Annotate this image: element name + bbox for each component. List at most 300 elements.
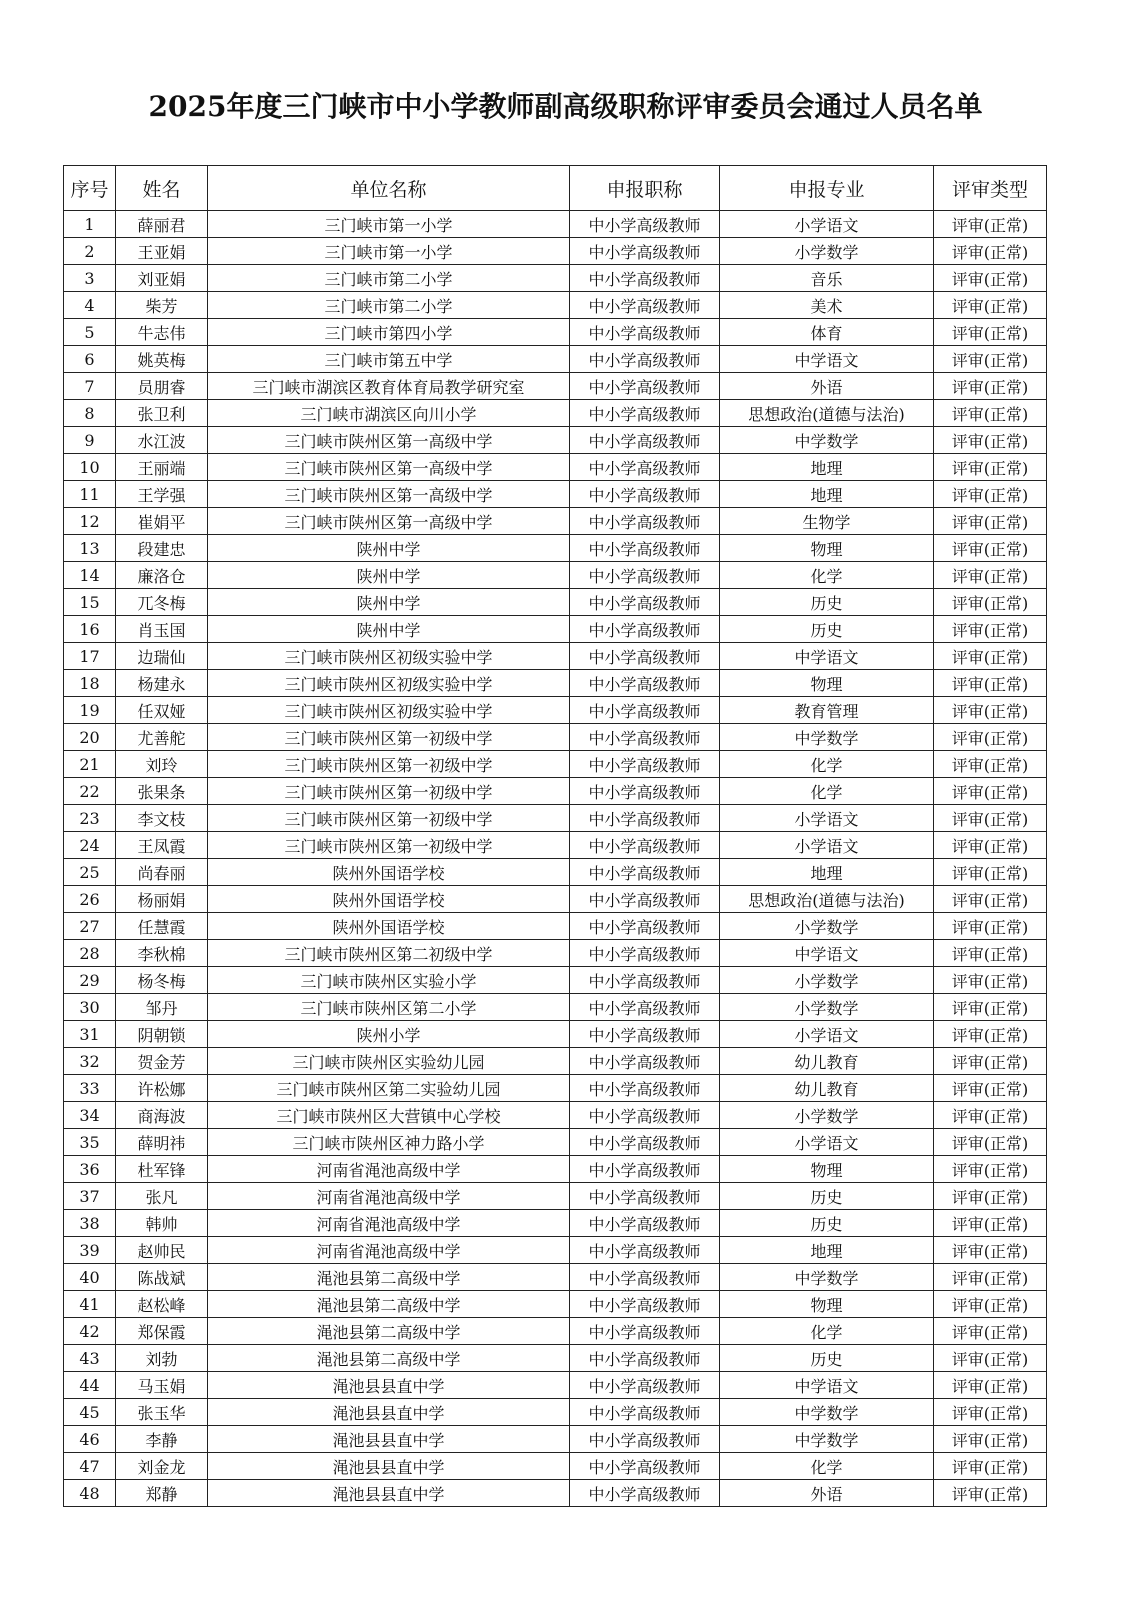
cell-title: 中小学高级教师 (570, 967, 720, 994)
table-row (64, 400, 1047, 427)
cell-type: 评审(正常) (934, 265, 1047, 292)
cell-seq: 13 (64, 535, 116, 562)
cell-type: 评审(正常) (934, 211, 1047, 238)
cell-major: 化学 (720, 751, 934, 778)
cell-seq: 39 (64, 1237, 116, 1264)
cell-seq: 31 (64, 1021, 116, 1048)
cell-name: 李秋棉 (116, 940, 208, 967)
cell-seq: 35 (64, 1129, 116, 1156)
cell-name: 杨丽娟 (116, 886, 208, 913)
table-row (64, 1264, 1047, 1291)
cell-major: 中学数学 (720, 427, 934, 454)
cell-type: 评审(正常) (934, 589, 1047, 616)
cell-major: 历史 (720, 1345, 934, 1372)
cell-major: 小学语文 (720, 211, 934, 238)
cell-major: 中学数学 (720, 724, 934, 751)
cell-type: 评审(正常) (934, 562, 1047, 589)
cell-title: 中小学高级教师 (570, 778, 720, 805)
table-row (64, 292, 1047, 319)
cell-seq: 11 (64, 481, 116, 508)
cell-seq: 41 (64, 1291, 116, 1318)
cell-name: 段建忠 (116, 535, 208, 562)
cell-major: 外语 (720, 1480, 934, 1507)
cell-title: 中小学高级教师 (570, 994, 720, 1021)
cell-name: 兀冬梅 (116, 589, 208, 616)
cell-unit: 三门峡市陕州区第二实验幼儿园 (208, 1075, 570, 1102)
cell-unit: 渑池县县直中学 (208, 1372, 570, 1399)
cell-type: 评审(正常) (934, 805, 1047, 832)
cell-name: 姚英梅 (116, 346, 208, 373)
table-row (64, 832, 1047, 859)
cell-unit: 三门峡市陕州区第一初级中学 (208, 778, 570, 805)
cell-unit: 三门峡市陕州区第二初级中学 (208, 940, 570, 967)
cell-unit: 三门峡市陕州区第二小学 (208, 994, 570, 1021)
cell-title: 中小学高级教师 (570, 1210, 720, 1237)
cell-seq: 43 (64, 1345, 116, 1372)
cell-seq: 20 (64, 724, 116, 751)
cell-unit: 三门峡市陕州区第一初级中学 (208, 724, 570, 751)
cell-title: 中小学高级教师 (570, 346, 720, 373)
cell-seq: 25 (64, 859, 116, 886)
cell-seq: 2 (64, 238, 116, 265)
table-row (64, 643, 1047, 670)
cell-unit: 渑池县县直中学 (208, 1480, 570, 1507)
cell-type: 评审(正常) (934, 535, 1047, 562)
cell-name: 张卫利 (116, 400, 208, 427)
cell-title: 中小学高级教师 (570, 1183, 720, 1210)
cell-name: 韩帅 (116, 1210, 208, 1237)
cell-seq: 7 (64, 373, 116, 400)
cell-title: 中小学高级教师 (570, 832, 720, 859)
table-row (64, 562, 1047, 589)
cell-unit: 陕州中学 (208, 535, 570, 562)
cell-name: 廉洛仓 (116, 562, 208, 589)
table-row (64, 238, 1047, 265)
cell-seq: 4 (64, 292, 116, 319)
cell-major: 小学语文 (720, 832, 934, 859)
cell-major: 地理 (720, 1237, 934, 1264)
cell-name: 刘金龙 (116, 1453, 208, 1480)
cell-title: 中小学高级教师 (570, 1129, 720, 1156)
cell-type: 评审(正常) (934, 1453, 1047, 1480)
cell-seq: 27 (64, 913, 116, 940)
cell-type: 评审(正常) (934, 886, 1047, 913)
cell-title: 中小学高级教师 (570, 508, 720, 535)
cell-title: 中小学高级教师 (570, 1237, 720, 1264)
cell-title: 中小学高级教师 (570, 1345, 720, 1372)
cell-major: 小学语文 (720, 1129, 934, 1156)
cell-type: 评审(正常) (934, 373, 1047, 400)
cell-name: 张果条 (116, 778, 208, 805)
cell-seq: 24 (64, 832, 116, 859)
table-row (64, 1399, 1047, 1426)
cell-major: 小学数学 (720, 994, 934, 1021)
cell-name: 杜军锋 (116, 1156, 208, 1183)
cell-title: 中小学高级教师 (570, 1291, 720, 1318)
cell-name: 商海波 (116, 1102, 208, 1129)
cell-major: 小学数学 (720, 913, 934, 940)
cell-name: 薛丽君 (116, 211, 208, 238)
cell-seq: 38 (64, 1210, 116, 1237)
cell-unit: 陕州中学 (208, 562, 570, 589)
cell-major: 幼儿教育 (720, 1048, 934, 1075)
cell-title: 中小学高级教师 (570, 1453, 720, 1480)
cell-seq: 40 (64, 1264, 116, 1291)
cell-name: 员朋睿 (116, 373, 208, 400)
cell-type: 评审(正常) (934, 508, 1047, 535)
table-row (64, 1102, 1047, 1129)
cell-title: 中小学高级教师 (570, 1102, 720, 1129)
cell-seq: 45 (64, 1399, 116, 1426)
cell-unit: 河南省渑池高级中学 (208, 1237, 570, 1264)
cell-title: 中小学高级教师 (570, 751, 720, 778)
cell-name: 邹丹 (116, 994, 208, 1021)
cell-major: 美术 (720, 292, 934, 319)
cell-seq: 32 (64, 1048, 116, 1075)
cell-unit: 三门峡市陕州区神力路小学 (208, 1129, 570, 1156)
table-row (64, 805, 1047, 832)
cell-unit: 陕州中学 (208, 616, 570, 643)
table-row (64, 589, 1047, 616)
cell-title: 中小学高级教师 (570, 940, 720, 967)
cell-unit: 三门峡市陕州区第一高级中学 (208, 508, 570, 535)
table-row (64, 1345, 1047, 1372)
cell-title: 中小学高级教师 (570, 373, 720, 400)
cell-name: 阴朝锁 (116, 1021, 208, 1048)
cell-name: 郑保霞 (116, 1318, 208, 1345)
cell-type: 评审(正常) (934, 1372, 1047, 1399)
header-title: 申报职称 (570, 166, 720, 211)
cell-major: 中学数学 (720, 1426, 934, 1453)
table-row (64, 1426, 1047, 1453)
cell-name: 尚春丽 (116, 859, 208, 886)
cell-seq: 33 (64, 1075, 116, 1102)
cell-title: 中小学高级教师 (570, 643, 720, 670)
cell-title: 中小学高级教师 (570, 670, 720, 697)
cell-name: 李静 (116, 1426, 208, 1453)
cell-major: 化学 (720, 562, 934, 589)
table-row (64, 1183, 1047, 1210)
cell-type: 评审(正常) (934, 1237, 1047, 1264)
cell-seq: 37 (64, 1183, 116, 1210)
cell-major: 地理 (720, 481, 934, 508)
cell-major: 音乐 (720, 265, 934, 292)
cell-unit: 河南省渑池高级中学 (208, 1183, 570, 1210)
cell-title: 中小学高级教师 (570, 913, 720, 940)
cell-type: 评审(正常) (934, 1291, 1047, 1318)
cell-title: 中小学高级教师 (570, 1426, 720, 1453)
cell-unit: 三门峡市陕州区初级实验中学 (208, 670, 570, 697)
cell-major: 生物学 (720, 508, 934, 535)
cell-title: 中小学高级教师 (570, 562, 720, 589)
cell-title: 中小学高级教师 (570, 859, 720, 886)
cell-type: 评审(正常) (934, 1426, 1047, 1453)
cell-seq: 3 (64, 265, 116, 292)
cell-seq: 10 (64, 454, 116, 481)
cell-title: 中小学高级教师 (570, 238, 720, 265)
cell-major: 化学 (720, 1318, 934, 1345)
table-row (64, 319, 1047, 346)
cell-seq: 6 (64, 346, 116, 373)
cell-name: 牛志伟 (116, 319, 208, 346)
cell-seq: 46 (64, 1426, 116, 1453)
cell-title: 中小学高级教师 (570, 265, 720, 292)
table-row (64, 697, 1047, 724)
table-row (64, 1237, 1047, 1264)
cell-major: 小学数学 (720, 1102, 934, 1129)
cell-type: 评审(正常) (934, 751, 1047, 778)
cell-name: 王学强 (116, 481, 208, 508)
cell-title: 中小学高级教师 (570, 616, 720, 643)
cell-name: 杨建永 (116, 670, 208, 697)
cell-major: 历史 (720, 589, 934, 616)
cell-unit: 河南省渑池高级中学 (208, 1156, 570, 1183)
cell-major: 地理 (720, 859, 934, 886)
cell-major: 物理 (720, 1291, 934, 1318)
cell-name: 李文枝 (116, 805, 208, 832)
cell-title: 中小学高级教师 (570, 481, 720, 508)
cell-type: 评审(正常) (934, 1480, 1047, 1507)
cell-unit: 三门峡市陕州区实验幼儿园 (208, 1048, 570, 1075)
cell-unit: 陕州中学 (208, 589, 570, 616)
cell-unit: 陕州外国语学校 (208, 886, 570, 913)
cell-major: 思想政治(道德与法治) (720, 886, 934, 913)
cell-seq: 5 (64, 319, 116, 346)
cell-seq: 14 (64, 562, 116, 589)
cell-major: 外语 (720, 373, 934, 400)
cell-type: 评审(正常) (934, 616, 1047, 643)
cell-major: 中学数学 (720, 1399, 934, 1426)
cell-seq: 22 (64, 778, 116, 805)
cell-seq: 12 (64, 508, 116, 535)
cell-unit: 三门峡市第一小学 (208, 238, 570, 265)
cell-name: 王丽端 (116, 454, 208, 481)
cell-major: 历史 (720, 616, 934, 643)
table-row (64, 940, 1047, 967)
cell-unit: 三门峡市陕州区第一高级中学 (208, 454, 570, 481)
cell-title: 中小学高级教师 (570, 211, 720, 238)
cell-unit: 三门峡市陕州区初级实验中学 (208, 643, 570, 670)
cell-major: 历史 (720, 1183, 934, 1210)
cell-type: 评审(正常) (934, 1021, 1047, 1048)
cell-name: 杨冬梅 (116, 967, 208, 994)
cell-type: 评审(正常) (934, 427, 1047, 454)
cell-title: 中小学高级教师 (570, 535, 720, 562)
cell-unit: 三门峡市陕州区实验小学 (208, 967, 570, 994)
cell-name: 王凤霞 (116, 832, 208, 859)
cell-seq: 9 (64, 427, 116, 454)
cell-name: 任双娅 (116, 697, 208, 724)
header-major: 申报专业 (720, 166, 934, 211)
cell-seq: 8 (64, 400, 116, 427)
header-unit: 单位名称 (208, 166, 570, 211)
table-row (64, 373, 1047, 400)
table-row (64, 724, 1047, 751)
cell-name: 贺金芳 (116, 1048, 208, 1075)
cell-title: 中小学高级教师 (570, 1264, 720, 1291)
cell-unit: 陕州外国语学校 (208, 859, 570, 886)
cell-major: 小学语文 (720, 805, 934, 832)
cell-title: 中小学高级教师 (570, 427, 720, 454)
cell-major: 中学语文 (720, 643, 934, 670)
cell-seq: 34 (64, 1102, 116, 1129)
table-row (64, 994, 1047, 1021)
cell-type: 评审(正常) (934, 1399, 1047, 1426)
cell-major: 教育管理 (720, 697, 934, 724)
cell-seq: 47 (64, 1453, 116, 1480)
cell-seq: 17 (64, 643, 116, 670)
table-row (64, 1372, 1047, 1399)
cell-unit: 河南省渑池高级中学 (208, 1210, 570, 1237)
cell-type: 评审(正常) (934, 400, 1047, 427)
roster-header (64, 166, 1047, 211)
cell-major: 化学 (720, 778, 934, 805)
cell-unit: 三门峡市陕州区第一高级中学 (208, 427, 570, 454)
table-row (64, 1291, 1047, 1318)
table-row (64, 1480, 1047, 1507)
cell-seq: 26 (64, 886, 116, 913)
roster-table (63, 165, 1047, 1507)
cell-name: 肖玉国 (116, 616, 208, 643)
cell-title: 中小学高级教师 (570, 1318, 720, 1345)
cell-unit: 三门峡市第二小学 (208, 265, 570, 292)
cell-type: 评审(正常) (934, 832, 1047, 859)
cell-title: 中小学高级教师 (570, 454, 720, 481)
cell-major: 中学语文 (720, 346, 934, 373)
cell-name: 刘玲 (116, 751, 208, 778)
cell-seq: 42 (64, 1318, 116, 1345)
cell-unit: 三门峡市陕州区第一高级中学 (208, 481, 570, 508)
cell-unit: 三门峡市陕州区第一初级中学 (208, 805, 570, 832)
table-row (64, 1156, 1047, 1183)
cell-type: 评审(正常) (934, 1156, 1047, 1183)
cell-type: 评审(正常) (934, 859, 1047, 886)
page-title: 2025年度三门峡市中小学教师副高级职称评审委员会通过人员名单 (148, 90, 983, 123)
cell-type: 评审(正常) (934, 913, 1047, 940)
table-row (64, 346, 1047, 373)
cell-name: 张玉华 (116, 1399, 208, 1426)
cell-name: 崔娟平 (116, 508, 208, 535)
cell-unit: 渑池县第二高级中学 (208, 1291, 570, 1318)
cell-unit: 陕州小学 (208, 1021, 570, 1048)
cell-unit: 三门峡市陕州区第一初级中学 (208, 832, 570, 859)
cell-name: 水江波 (116, 427, 208, 454)
header-type: 评审类型 (934, 166, 1047, 211)
cell-unit: 渑池县第二高级中学 (208, 1345, 570, 1372)
cell-unit: 三门峡市第二小学 (208, 292, 570, 319)
cell-unit: 三门峡市第一小学 (208, 211, 570, 238)
cell-major: 历史 (720, 1210, 934, 1237)
table-row (64, 454, 1047, 481)
cell-unit: 三门峡市湖滨区向川小学 (208, 400, 570, 427)
cell-title: 中小学高级教师 (570, 1075, 720, 1102)
cell-name: 任慧霞 (116, 913, 208, 940)
cell-type: 评审(正常) (934, 1129, 1047, 1156)
cell-name: 赵帅民 (116, 1237, 208, 1264)
cell-title: 中小学高级教师 (570, 400, 720, 427)
cell-name: 柴芳 (116, 292, 208, 319)
cell-major: 物理 (720, 1156, 934, 1183)
cell-major: 物理 (720, 535, 934, 562)
cell-major: 中学语文 (720, 1372, 934, 1399)
cell-seq: 1 (64, 211, 116, 238)
cell-title: 中小学高级教师 (570, 805, 720, 832)
cell-seq: 18 (64, 670, 116, 697)
cell-unit: 三门峡市陕州区初级实验中学 (208, 697, 570, 724)
cell-name: 许松娜 (116, 1075, 208, 1102)
cell-unit: 三门峡市第五中学 (208, 346, 570, 373)
cell-seq: 16 (64, 616, 116, 643)
cell-type: 评审(正常) (934, 1102, 1047, 1129)
table-row (64, 508, 1047, 535)
table-row (64, 1075, 1047, 1102)
cell-type: 评审(正常) (934, 319, 1047, 346)
cell-type: 评审(正常) (934, 1318, 1047, 1345)
cell-major: 小学数学 (720, 238, 934, 265)
cell-seq: 19 (64, 697, 116, 724)
table-row (64, 535, 1047, 562)
table-row (64, 616, 1047, 643)
cell-unit: 渑池县县直中学 (208, 1426, 570, 1453)
cell-title: 中小学高级教师 (570, 1480, 720, 1507)
cell-type: 评审(正常) (934, 481, 1047, 508)
cell-seq: 44 (64, 1372, 116, 1399)
cell-name: 王亚娟 (116, 238, 208, 265)
cell-unit: 渑池县县直中学 (208, 1399, 570, 1426)
cell-seq: 29 (64, 967, 116, 994)
cell-major: 化学 (720, 1453, 934, 1480)
table-row (64, 1318, 1047, 1345)
cell-type: 评审(正常) (934, 1048, 1047, 1075)
cell-type: 评审(正常) (934, 1183, 1047, 1210)
table-row (64, 211, 1047, 238)
cell-unit: 陕州外国语学校 (208, 913, 570, 940)
cell-unit: 渑池县县直中学 (208, 1453, 570, 1480)
header-row (64, 166, 1047, 211)
table-row (64, 778, 1047, 805)
cell-unit: 三门峡市陕州区第一初级中学 (208, 751, 570, 778)
cell-name: 刘亚娟 (116, 265, 208, 292)
cell-major: 小学数学 (720, 967, 934, 994)
cell-seq: 36 (64, 1156, 116, 1183)
table-row (64, 967, 1047, 994)
table-row (64, 886, 1047, 913)
cell-type: 评审(正常) (934, 670, 1047, 697)
cell-name: 刘勃 (116, 1345, 208, 1372)
cell-type: 评审(正常) (934, 643, 1047, 670)
cell-major: 物理 (720, 670, 934, 697)
roster-body (64, 211, 1047, 1507)
cell-title: 中小学高级教师 (570, 292, 720, 319)
table-row (64, 859, 1047, 886)
cell-major: 思想政治(道德与法治) (720, 400, 934, 427)
table-row (64, 1021, 1047, 1048)
cell-type: 评审(正常) (934, 1075, 1047, 1102)
cell-name: 尤善舵 (116, 724, 208, 751)
cell-seq: 15 (64, 589, 116, 616)
cell-type: 评审(正常) (934, 1345, 1047, 1372)
cell-name: 郑静 (116, 1480, 208, 1507)
table-row (64, 913, 1047, 940)
cell-type: 评审(正常) (934, 1210, 1047, 1237)
cell-title: 中小学高级教师 (570, 1048, 720, 1075)
cell-name: 陈战斌 (116, 1264, 208, 1291)
cell-type: 评审(正常) (934, 967, 1047, 994)
table-row (64, 427, 1047, 454)
cell-name: 张凡 (116, 1183, 208, 1210)
table-row (64, 670, 1047, 697)
header-name: 姓名 (116, 166, 208, 211)
